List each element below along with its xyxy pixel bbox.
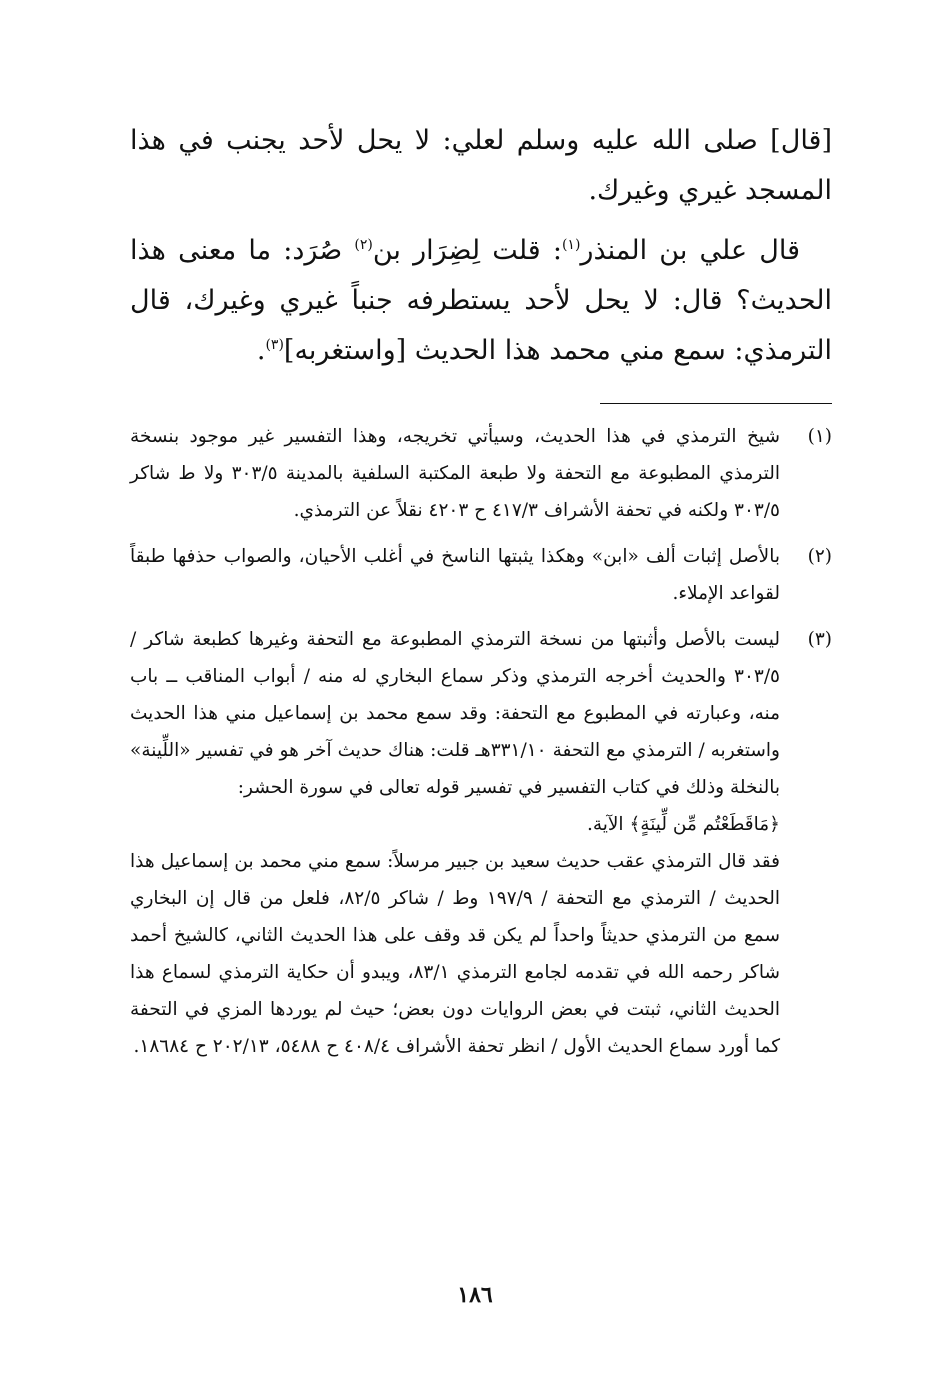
footnote-text: ليست بالأصل وأثبتها من نسخة الترمذي المطبوعة مع التحفة وغيرها كطبعة شاكر / ٣٠٣/٥ والحديث أخرجه الترمذي وذكر سماع البخاري له منه / أبواب المناقب ــ باب منه، وعبارته في المطبوع مع التحفة: وقد سمع محمد بن إسماعيل مني هذا الحديث واستغربه / الترمذي مع التحفة ٣٣١/١٠هـ قلت: هناك حديث آخر هو في تفسير «اللِّينة» بالنخلة وذلك في كتاب التفسير في تفسير قوله تعالى في سورة الحشر: bbox=[130, 629, 780, 798]
footnote-text: شيخ الترمذي في هذا الحديث، وسيأتي تخريجه، وهذا التفسير غير موجود بنسخة الترمذي المطبوعة مع التحفة ولا طبعة المكتبة السلفية بالمدينة ٣٠٣/٥ ولا ط شاكر ٣٠٣/٥ ولكنه في تحفة الأشراف ٤١٧/٣ ح ٤٢٠٣ نقلاً عن الترمذي. bbox=[130, 426, 780, 521]
footnote-1 bbox=[130, 418, 832, 529]
paragraph-2-part-b: : قلت لِضِرَار بن bbox=[372, 235, 562, 266]
footnotes bbox=[130, 418, 832, 1074]
paragraph-2-end: . bbox=[256, 335, 266, 366]
footnote-ref-1: (١) bbox=[561, 237, 581, 253]
footnote-continuation: فقد قال الترمذي عقب حديث سعيد بن جبير مرسلاً: سمع مني محمد بن إسماعيل هذا الحديث / الترمذي مع التحفة / ١٩٧/٩ وط / شاكر ٨٢/٥، فلعل من قال إن البخاري سمع من الترمذي حديثاً واحداً لم يكن قد وقف على هذا الحديث الثاني، كالشيخ أحمد شاكر رحمه الله في تقدمه لجامع الترمذي ٨٣/١، ويبدو أن حكاية الترمذي لسماع هذا الحديث الثاني، ثبتت في بعض الروايات دون بعض؛ حيث لم يوردها المزي في التحفة كما أورد سماع الحديث الأول / انظر تحفة الأشراف ٤٠٨/٤ ح ٥٤٨٨، ٢٠٢/١٣ ح ١٨٦٨٤. bbox=[130, 851, 781, 1057]
footnote-separator bbox=[600, 403, 832, 404]
main-paragraph-1: [قال] صلى الله عليه وسلم لعلي: لا يحل لأحد يجنب في هذا المسجد غيري وغيرك. bbox=[130, 125, 832, 206]
footnote-number: (٣) bbox=[807, 629, 832, 650]
footnote-number: (١) bbox=[807, 426, 832, 447]
footnote-ref-3: (٣) bbox=[265, 337, 284, 353]
footnote-text: بالأصل إثبات ألف «ابن» وهكذا يثبتها الناسخ في أغلب الأحيان، والصواب حذفها طبقاً لقواعد الإملاء. bbox=[130, 546, 780, 604]
footnote-ref-2: (٢) bbox=[354, 237, 373, 253]
main-text bbox=[130, 116, 832, 386]
paragraph-2-part-c: صُرَد: ما معنى هذا الحديث؟ قال: لا يحل لأحد يستطرفه جنباً غيري وغيرك، قال الترمذي: سمع مني محمد هذا الحديث [واستغربه] bbox=[130, 235, 832, 366]
quran-verse: ﴿مَاقَطَعْتُم مِّن لِّينَةٍ﴾ الآية. bbox=[586, 814, 780, 835]
main-paragraph-2 bbox=[130, 226, 832, 376]
paragraph-2-part-a: قال علي بن المنذر bbox=[580, 235, 800, 266]
page-number: ١٨٦ bbox=[457, 1282, 493, 1308]
footnote-3 bbox=[130, 621, 832, 1065]
footnote-number: (٢) bbox=[807, 546, 832, 567]
footnote-2 bbox=[130, 538, 832, 612]
